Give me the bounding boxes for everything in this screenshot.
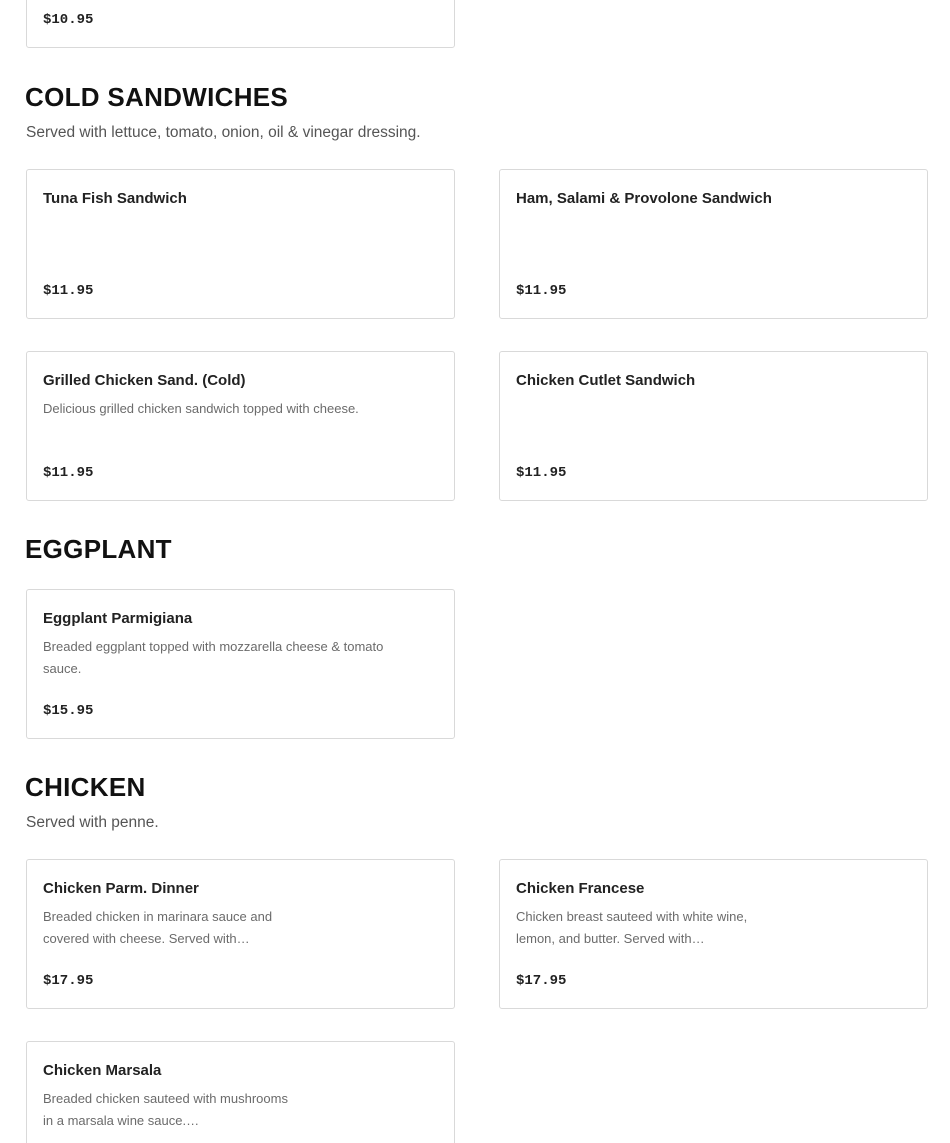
item-name: Chicken Marsala [43,1062,162,1079]
menu-item-card[interactable] [26,351,455,501]
menu-item-card[interactable] [26,859,455,1009]
section-subtitle-cold-sandwiches: Served with lettuce, tomato, onion, oil & vinegar dressing. [26,124,421,141]
item-name: Chicken Francese [516,880,645,897]
item-name: Tuna Fish Sandwich [43,190,187,207]
item-name: Eggplant Parmigiana [43,610,193,627]
item-name: Chicken Parm. Dinner [43,880,199,897]
menu-item-card[interactable] [499,351,928,501]
menu-item-card[interactable] [26,589,455,739]
item-price: $11.95 [43,465,94,481]
menu-item-card[interactable] [499,859,928,1009]
item-price: $17.95 [516,973,567,989]
menu-item-card[interactable] [26,0,455,48]
item-name: Chicken Cutlet Sandwich [516,372,696,389]
menu-item-card[interactable] [499,169,928,319]
menu-item-card[interactable] [26,169,455,319]
item-description: Breaded eggplant topped with mozzarella cheese & tomato sauce. [43,639,384,676]
item-description: Breaded chicken in marinara sauce and covered with cheese. Served with… [43,909,273,946]
item-description: Breaded chicken sauteed with mushrooms in a marsala wine sauce.… [43,1091,288,1128]
section-title-cold-sandwiches: COLD SANDWICHES [25,82,289,112]
section-title-chicken: CHICKEN [25,772,146,802]
item-name: Grilled Chicken Sand. (Cold) [43,372,246,389]
item-price: $17.95 [43,973,94,989]
item-price: $11.95 [43,283,94,299]
item-description: Chicken breast sauteed with white wine, lemon, and butter. Served with… [516,909,748,946]
section-title-eggplant: EGGPLANT [25,534,172,564]
menu-item-card[interactable] [26,1041,455,1143]
item-price: $11.95 [516,465,567,481]
item-description: Delicious grilled chicken sandwich topped with cheese. [43,401,359,416]
section-subtitle-chicken: Served with penne. [26,814,159,831]
item-name: Ham, Salami & Provolone Sandwich [516,190,772,207]
item-price: $11.95 [516,283,567,299]
item-price: $15.95 [43,703,94,719]
item-price: $10.95 [43,12,94,28]
